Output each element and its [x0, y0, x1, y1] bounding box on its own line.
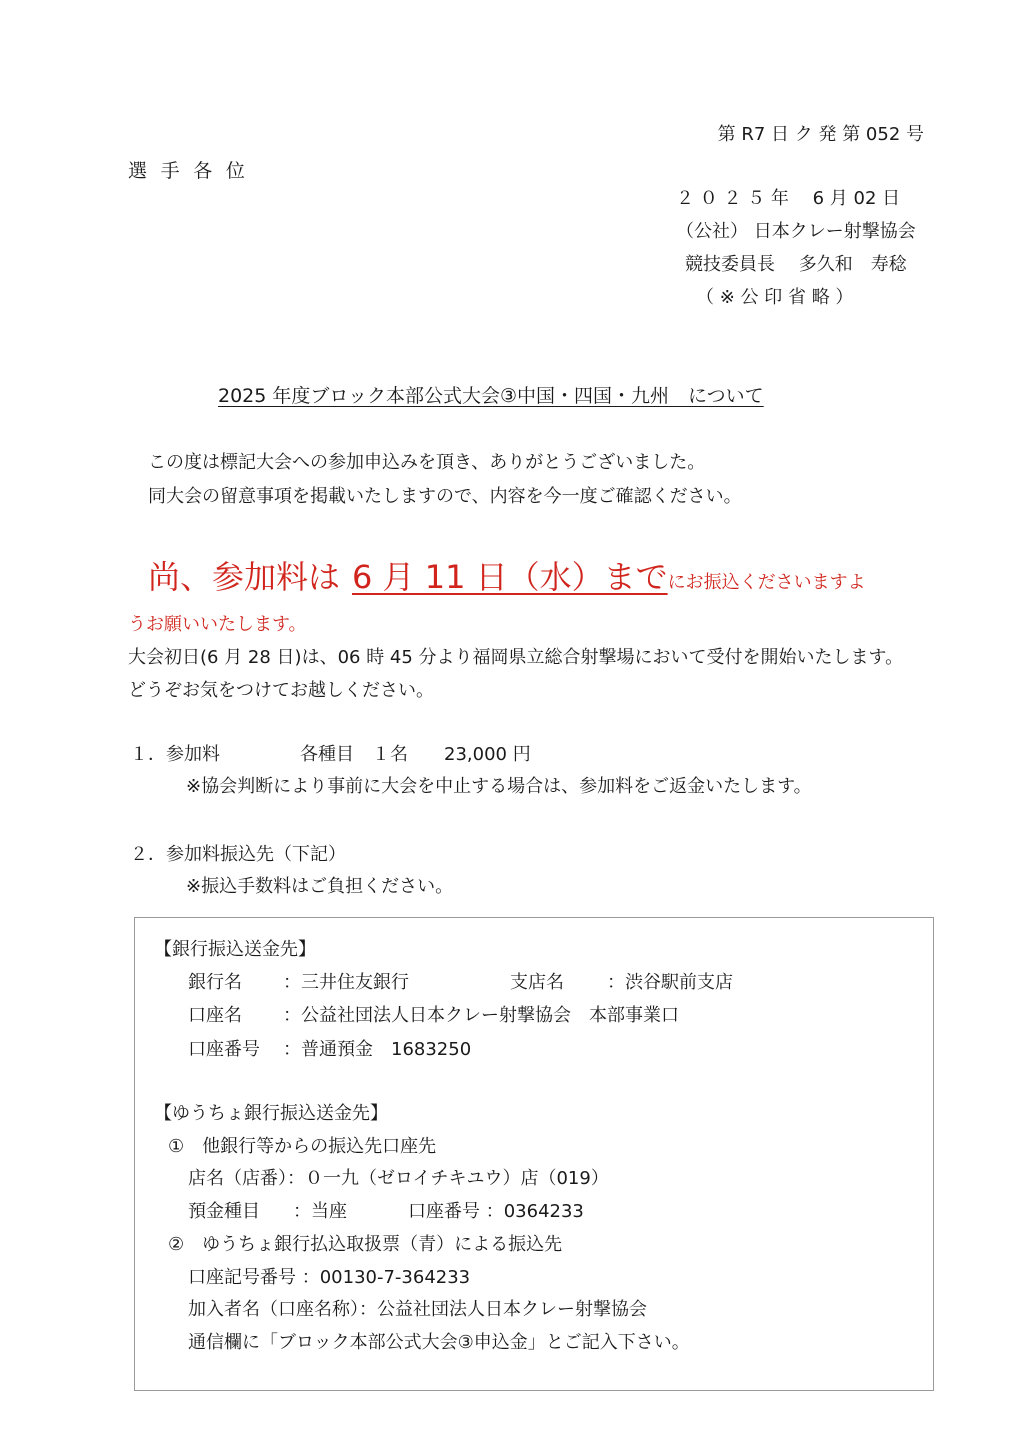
notice-suffix: にお振込くださいますよ	[667, 572, 866, 593]
yucho-deposit-type-label: 預金種目	[188, 1201, 260, 1222]
bank-heading: 【銀行振込送金先】	[154, 939, 316, 960]
account-name-value: ：公益社団法人日本クレー射撃協会 本部事業口	[283, 1005, 679, 1026]
document-title: 2025 年度ブロック本部公式大会③中国・四国・九州 について	[218, 385, 764, 407]
yucho-deposit-type-value: ：当座	[293, 1201, 347, 1222]
yucho-subscriber-name: 加入者名（口座名称）：公益社団法人日本クレー射撃協会	[188, 1299, 647, 1320]
reception-line-1: 大会初日(6 月 28 日)は、06 時 45 分より福岡県立総合射撃場において受付を開始いたします。	[128, 647, 904, 668]
sender-organization: （公社） 日本クレー射撃協会	[676, 221, 916, 242]
yucho-account-code: 口座記号番号 ：00130-7-364233	[188, 1267, 471, 1288]
yucho-account-number: 口座番号 ：0364233	[408, 1201, 584, 1222]
account-number-label: 口座番号	[188, 1039, 260, 1060]
yucho-item-1-heading: ① 他銀行等からの振込先口座先	[168, 1136, 437, 1157]
intro-line-1: この度は標記大会への参加申込みを頂き、ありがとうございました。	[148, 452, 706, 473]
seal-omitted-note: （ ※ 公 印 省 略 ）	[696, 287, 854, 308]
addressee: 選 手 各 位	[128, 160, 249, 182]
document-number: 第 R7 日 ク 発 第 052 号	[717, 124, 924, 145]
bank-name-label: 銀行名	[188, 972, 242, 993]
payment-deadline-notice	[148, 552, 866, 598]
intro-line-2: 同大会の留意事項を掲載いたしますので、内容を今一度ご確認ください。	[148, 486, 742, 507]
fee-detail: 各種目 １名 23,000 円	[300, 744, 531, 765]
sender-name: 競技委員長 多久和 寿稔	[685, 254, 907, 275]
reception-line-2: どうぞお気をつけてお越しください。	[128, 680, 434, 701]
account-number-value: ：普通預金 1683250	[283, 1039, 472, 1060]
yucho-heading: 【ゆうちょ銀行振込送金先】	[154, 1103, 388, 1124]
account-name-label: 口座名	[188, 1005, 242, 1026]
branch-name-label: 支店名	[510, 972, 564, 993]
document-date: ２ ０ ２ ５ 年 6 月 02 日	[676, 188, 901, 209]
notice-line-2: うお願いいたします。	[128, 614, 307, 635]
fee-refund-note: ※協会判断により事前に大会を中止する場合は、参加料をご返金いたします。	[186, 776, 812, 797]
bank-name-value: ：三井住友銀行	[283, 972, 409, 993]
transfer-heading: ２．参加料振込先（下記）	[130, 844, 346, 865]
yucho-store-name: 店名（店番）：０一九（ゼロイチキユウ）店（019）	[188, 1168, 609, 1189]
notice-deadline: 6 月 11 日（水）まで	[352, 558, 668, 596]
yucho-memo-instruction: 通信欄に「ブロック本部公式大会③申込金」とご記入下さい。	[188, 1332, 690, 1353]
transfer-fee-note: ※振込手数料はご負担ください。	[186, 876, 454, 897]
notice-prefix: 尚、参加料は	[148, 558, 341, 596]
fee-heading: １．参加料	[130, 744, 220, 765]
branch-name-value: ：渋谷駅前支店	[607, 972, 733, 993]
yucho-item-2-heading: ② ゆうちょ銀行払込取扱票（青）による振込先	[168, 1234, 563, 1255]
